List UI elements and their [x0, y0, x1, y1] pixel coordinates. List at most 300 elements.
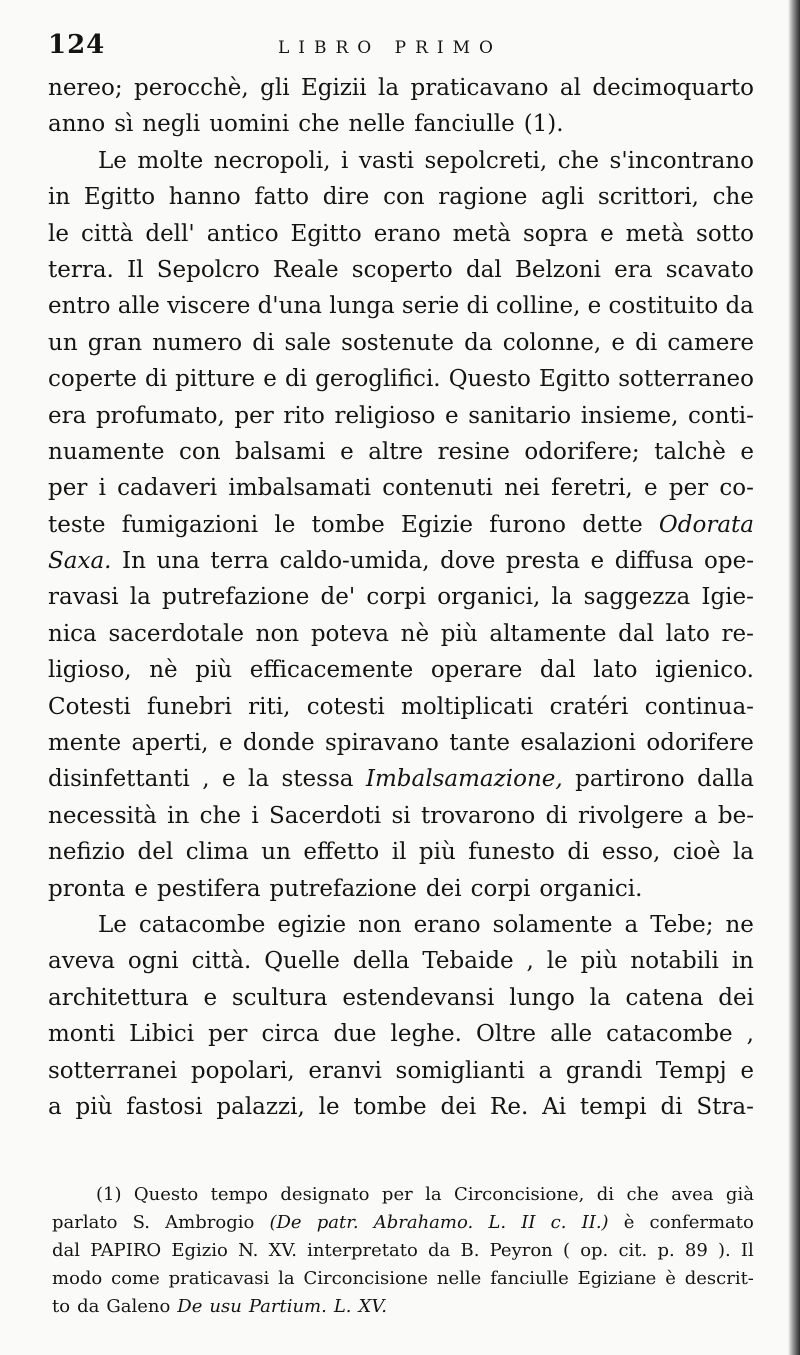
word: Egitto — [290, 220, 362, 247]
word: p. — [657, 1240, 675, 1261]
word: L. — [488, 1212, 507, 1233]
word: serie — [401, 293, 460, 320]
word: cadaveri — [117, 475, 218, 502]
word: Igie- — [701, 584, 754, 611]
word: putrefazione — [161, 584, 310, 611]
word: ne — [725, 911, 754, 938]
word: tempi — [579, 1093, 647, 1120]
word: ope- — [704, 548, 754, 575]
word: Belzoni — [514, 256, 601, 283]
word: In — [122, 548, 146, 575]
word: e — [611, 329, 625, 356]
word: popolari, — [190, 1057, 295, 1084]
word: XV. — [358, 1296, 387, 1317]
word: è — [665, 1268, 676, 1289]
word: hanno — [168, 184, 241, 211]
word: con — [178, 438, 221, 465]
word: 89 — [684, 1240, 708, 1261]
word: fanciulle — [490, 1268, 569, 1289]
word: vasti — [358, 147, 414, 174]
word: effetto — [303, 839, 380, 866]
word: dal — [539, 657, 576, 684]
word: ravasi — [48, 584, 119, 611]
word: , — [202, 766, 210, 793]
word: L. — [333, 1296, 352, 1317]
word: geroglifici. — [315, 366, 441, 393]
word: il — [391, 839, 407, 866]
word: alle — [117, 293, 160, 320]
word: Imbalsamazione, — [365, 766, 563, 793]
footnote-line — [52, 1293, 754, 1321]
word: presta — [505, 548, 580, 575]
word: PAPIRO — [90, 1240, 162, 1261]
word: e — [263, 366, 277, 393]
word: un — [261, 839, 291, 866]
word: re- — [721, 620, 754, 647]
word: Libici — [129, 1021, 195, 1048]
text-line — [48, 616, 754, 652]
word: metà — [625, 220, 685, 247]
word: e — [221, 766, 236, 793]
word: era — [48, 402, 87, 429]
word: notabili — [630, 948, 719, 975]
word: nè — [400, 620, 430, 647]
word: Egizii — [300, 75, 367, 101]
text-line — [48, 798, 754, 834]
word: dei — [718, 984, 754, 1011]
word: Cotesti — [48, 693, 131, 720]
word: più — [418, 839, 456, 866]
word: Egiziane — [577, 1268, 657, 1289]
text-line — [48, 871, 754, 907]
word: e — [643, 475, 658, 502]
word: Tebaide — [422, 948, 514, 975]
word: furono — [489, 511, 567, 538]
word: palazzi, — [216, 1093, 305, 1120]
word: rito — [283, 402, 325, 429]
word: sotterranei — [48, 1057, 178, 1084]
word: architettura — [48, 984, 189, 1011]
word: alle — [550, 1021, 593, 1048]
word: sanitario — [468, 402, 572, 429]
word: la — [129, 584, 151, 611]
word: e — [444, 402, 459, 429]
word: per — [234, 402, 274, 429]
word: cotesti — [306, 693, 385, 720]
word: descrit- — [684, 1268, 754, 1289]
word: che — [199, 802, 241, 829]
text-line — [48, 1089, 754, 1125]
word: catacombe — [606, 1021, 733, 1048]
word: la — [732, 839, 754, 866]
word: Egitto — [538, 366, 611, 393]
word: necessità — [48, 802, 157, 829]
word: fatto — [254, 184, 309, 211]
word: partirono — [575, 766, 685, 793]
word: , — [526, 948, 534, 975]
word: Ai — [542, 1093, 567, 1120]
word: estendevansi — [342, 984, 495, 1011]
word: dei — [440, 1093, 477, 1120]
word: esso, — [601, 839, 661, 866]
word: efficacemente — [249, 657, 414, 684]
word: riti, — [248, 693, 291, 720]
word: di — [660, 1093, 683, 1120]
word: Galeno — [106, 1296, 171, 1317]
word: solamente — [492, 911, 613, 938]
word: , — [746, 1021, 754, 1048]
word: già — [725, 1184, 754, 1205]
page-header — [48, 30, 768, 66]
word: sotto — [696, 220, 754, 247]
word: una — [156, 548, 200, 575]
word: igienico. — [655, 657, 754, 684]
word: perocchè, — [134, 75, 249, 101]
word: dette — [582, 511, 643, 538]
word: di — [284, 366, 308, 393]
word: Partium. — [248, 1296, 327, 1317]
word: mente — [48, 730, 122, 757]
text-line — [48, 325, 754, 361]
word: metà — [452, 220, 512, 247]
word: cratéri — [549, 693, 629, 720]
text-line — [48, 106, 754, 142]
word: usu — [209, 1296, 242, 1317]
word: non — [255, 620, 300, 647]
word: la — [278, 1268, 295, 1289]
word: sì — [114, 111, 134, 138]
word: per — [381, 1184, 413, 1205]
word: e — [203, 984, 218, 1011]
page-number: 124 — [48, 30, 106, 60]
word: anno — [48, 111, 106, 138]
word: di — [466, 293, 489, 320]
text-line — [48, 434, 754, 470]
word: tombe — [311, 511, 385, 538]
text-line — [48, 470, 754, 506]
word: pitture — [175, 366, 256, 393]
word: feretri, — [551, 475, 633, 502]
word: corpi — [470, 875, 531, 902]
word: i — [341, 147, 349, 174]
word: la — [589, 984, 611, 1011]
word: Tempj — [655, 1057, 727, 1084]
word: le — [274, 511, 296, 538]
word: sopra — [523, 220, 589, 247]
word: N. — [238, 1240, 259, 1261]
word: insieme, — [580, 402, 679, 429]
word: dei — [425, 875, 462, 902]
word: un — [48, 329, 78, 356]
word: uomini — [209, 111, 290, 138]
word: Circoncisione, — [454, 1184, 585, 1205]
word: odorifere — [646, 730, 754, 757]
word: ogni — [127, 948, 179, 975]
word: dove — [440, 548, 496, 575]
word: S. — [132, 1212, 150, 1233]
word: decimoquarto — [592, 75, 754, 101]
word: Peyron — [489, 1240, 553, 1261]
word: da — [464, 329, 493, 356]
word: i — [251, 802, 259, 829]
word: città — [80, 220, 134, 247]
word: di — [596, 1184, 615, 1205]
word: altre — [368, 438, 424, 465]
word: Circoncisione — [303, 1268, 429, 1289]
word: Quelle — [264, 948, 340, 975]
word: contenuti — [382, 475, 493, 502]
word: nica — [48, 620, 97, 647]
text-line — [48, 288, 754, 324]
footnote-line — [52, 1265, 754, 1293]
word: al — [559, 75, 581, 101]
word: sotterraneo — [618, 366, 754, 393]
word: II — [521, 1212, 536, 1233]
footnote-line — [52, 1209, 754, 1237]
word: saggezza — [583, 584, 691, 611]
word: Il — [127, 256, 144, 283]
word: Saxa. — [48, 548, 112, 575]
word: sepolcreti, — [424, 147, 548, 174]
word: si — [391, 802, 411, 829]
word: esalazioni — [520, 730, 637, 757]
word: entro — [48, 293, 111, 320]
word: fanciulle — [414, 111, 515, 138]
text-line — [48, 834, 754, 870]
word: la — [248, 766, 270, 793]
word: coperte — [48, 366, 137, 393]
text-line — [48, 179, 754, 215]
word: la — [551, 584, 573, 611]
word: imbalsamati — [228, 475, 371, 502]
word: lato — [593, 657, 638, 684]
word: dire — [322, 184, 370, 211]
word: fumigazioni — [121, 511, 259, 538]
word: tempo — [210, 1184, 268, 1205]
word: conti- — [688, 402, 754, 429]
word: costituito — [608, 293, 719, 320]
word: di — [635, 329, 658, 356]
word: designato — [280, 1184, 370, 1205]
word: di — [252, 329, 275, 356]
word: colonne, — [502, 329, 602, 356]
word: più — [195, 657, 233, 684]
text-line — [48, 689, 754, 725]
word: negli — [142, 111, 201, 138]
text-line — [48, 1016, 754, 1052]
word: a — [693, 802, 708, 829]
text-line — [48, 143, 754, 179]
word: disinfettanti — [48, 766, 190, 793]
word: Il — [740, 1240, 754, 1261]
word: in — [167, 802, 190, 829]
word: to — [52, 1296, 71, 1317]
word: dell' — [145, 220, 195, 247]
word: ). — [717, 1240, 731, 1261]
word: stessa — [281, 766, 354, 793]
word: le — [48, 220, 69, 247]
word: altamente — [489, 620, 607, 647]
word: catacombe — [138, 911, 266, 938]
text-line — [48, 725, 754, 761]
word: patr. — [316, 1212, 359, 1233]
word: corpi — [366, 584, 427, 611]
word: Le — [98, 147, 127, 174]
word: praticavasi — [168, 1268, 270, 1289]
word: ligioso, — [48, 657, 132, 684]
word: profumato, — [95, 402, 225, 429]
word: Odorata — [658, 511, 754, 538]
word: scultura — [231, 984, 328, 1011]
word: be- — [717, 802, 754, 829]
word: s'incontrano — [609, 147, 754, 174]
word: leghe. — [390, 1021, 462, 1048]
word: praticavano — [410, 75, 549, 101]
word: fastosi — [126, 1093, 203, 1120]
word: da — [77, 1296, 100, 1317]
word: co- — [719, 475, 754, 502]
word: e — [600, 220, 614, 247]
word: organici. — [539, 875, 643, 902]
running-head: LIBRO PRIMO — [278, 38, 502, 58]
word: d'una — [257, 293, 322, 320]
word: Questo — [133, 1184, 199, 1205]
word: nuamente — [48, 438, 165, 465]
word: necropoli, — [213, 147, 331, 174]
word: avea — [671, 1184, 714, 1205]
word: le — [318, 1093, 340, 1120]
word: operare — [430, 657, 523, 684]
word: e — [587, 293, 602, 320]
word: e — [340, 438, 354, 465]
word: e — [134, 875, 148, 902]
word: non — [358, 911, 402, 938]
word: la — [378, 75, 400, 101]
word: catena — [625, 984, 704, 1011]
word: Reale — [272, 256, 339, 283]
word: a — [48, 1093, 62, 1120]
text-line — [48, 398, 754, 434]
word: spiravano — [324, 730, 439, 757]
word: B. — [460, 1240, 480, 1261]
page-edge-shadow — [788, 0, 800, 1355]
text-line — [48, 579, 754, 615]
word: religioso — [334, 402, 436, 429]
word: e — [590, 548, 605, 575]
word: città. — [191, 948, 252, 975]
word: e — [740, 438, 754, 465]
word: interpretato — [307, 1240, 418, 1261]
word: cioè — [672, 839, 721, 866]
word: dal — [465, 256, 502, 283]
text-line — [48, 543, 754, 579]
word: in — [731, 948, 754, 975]
word: ( — [562, 1240, 570, 1261]
word: funebri — [147, 693, 232, 720]
word: nelle — [348, 111, 406, 138]
word: terra. — [48, 256, 114, 283]
word: poteva — [310, 620, 389, 647]
word: funesto — [468, 839, 555, 866]
word: numero — [152, 329, 243, 356]
word: gran — [87, 329, 143, 356]
word: aperti, — [131, 730, 209, 757]
word: caldo-umida, — [279, 548, 430, 575]
word: pronta — [48, 875, 126, 902]
word: cit. — [618, 1240, 648, 1261]
word: due — [333, 1021, 377, 1048]
word: che — [557, 147, 600, 174]
word: Tebe; — [650, 911, 714, 938]
word: sale — [284, 329, 331, 356]
word: parlato — [52, 1212, 118, 1233]
word: gli — [260, 75, 290, 101]
word: antico — [206, 220, 279, 247]
word: scrittori, — [597, 184, 699, 211]
word: di — [545, 802, 568, 829]
word: Ambrogio — [165, 1212, 255, 1233]
word: nelle — [436, 1268, 482, 1289]
word: Le — [98, 911, 127, 938]
footnote-line — [52, 1237, 754, 1265]
word: moltiplicati — [401, 693, 534, 720]
word: monti — [48, 1021, 116, 1048]
word: De — [177, 1296, 203, 1317]
word: scoperto — [351, 256, 453, 283]
word: le — [546, 948, 568, 975]
word: rivolgere — [578, 802, 684, 829]
word: per — [668, 475, 709, 502]
word: come — [111, 1268, 160, 1289]
word: modo — [52, 1268, 103, 1289]
word: putrefazione — [269, 875, 417, 902]
word: tante — [449, 730, 510, 757]
word: più — [580, 948, 618, 975]
word: Questo — [448, 366, 531, 393]
word: sacerdotale — [108, 620, 244, 647]
word: donde — [242, 730, 315, 757]
word: dal — [52, 1240, 81, 1261]
word: di — [567, 839, 590, 866]
word: somiglianti — [395, 1057, 525, 1084]
word: molte — [137, 147, 204, 174]
word: della — [352, 948, 410, 975]
word: colline, — [495, 293, 581, 320]
word: pestifera — [156, 875, 261, 902]
word: la — [425, 1184, 442, 1205]
word: Sacerdoti — [269, 802, 382, 829]
word: (1). — [523, 111, 564, 138]
word: lungo — [509, 984, 575, 1011]
word: talchè — [654, 438, 726, 465]
word: e — [218, 730, 233, 757]
word: c. — [550, 1212, 567, 1233]
word: era — [614, 256, 653, 283]
word: lato — [665, 620, 710, 647]
text-line — [48, 361, 754, 397]
word: Oltre — [475, 1021, 537, 1048]
word: confermato — [649, 1212, 754, 1233]
word: tombe — [353, 1093, 427, 1120]
word: II.) — [581, 1212, 609, 1233]
word: resine — [437, 438, 510, 465]
word: e — [740, 1057, 754, 1084]
word: op. — [580, 1240, 609, 1261]
text-line — [48, 216, 754, 252]
word: organici, — [437, 584, 541, 611]
word: erano — [373, 220, 441, 247]
word: Egitto — [83, 184, 156, 211]
